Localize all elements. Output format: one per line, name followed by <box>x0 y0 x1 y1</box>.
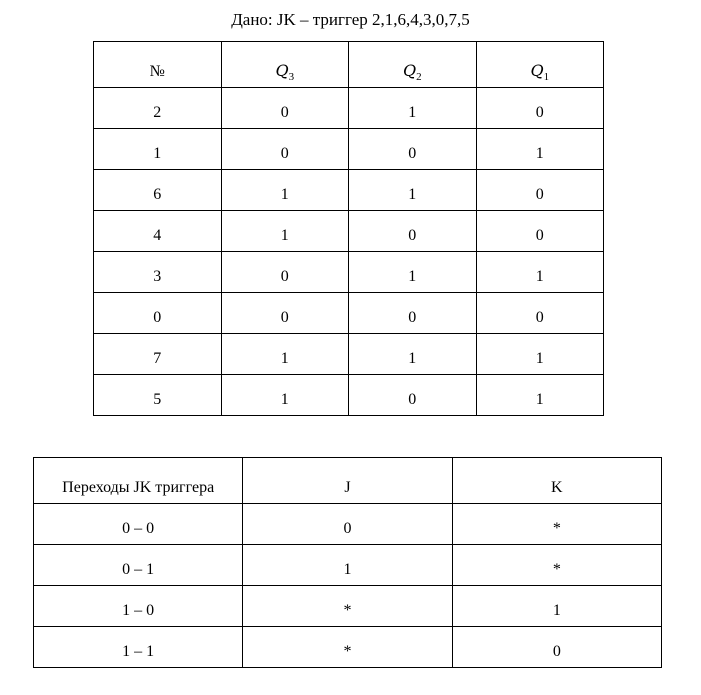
cell-number: 7 <box>94 334 222 375</box>
cell-transition: 0 – 0 <box>34 504 243 545</box>
cell-q1: 0 <box>476 293 604 334</box>
trigger-states-table <box>93 41 604 416</box>
cell-k: * <box>452 545 661 586</box>
cell-number: 5 <box>94 375 222 416</box>
cell-number: 1 <box>94 129 222 170</box>
cell-transition: 0 – 1 <box>34 545 243 586</box>
cell-number: 6 <box>94 170 222 211</box>
header-subscript: 1 <box>543 71 550 84</box>
transitions-table-header-row <box>34 458 662 504</box>
cell-transition: 1 – 1 <box>34 627 243 668</box>
cell-number: 0 <box>94 293 222 334</box>
column-header-number <box>94 42 222 88</box>
table-row <box>94 129 604 170</box>
cell-q3: 0 <box>221 88 349 129</box>
table-row <box>94 293 604 334</box>
cell-j: 1 <box>243 545 452 586</box>
column-header-j: J <box>243 458 452 504</box>
cell-transition: 1 – 0 <box>34 586 243 627</box>
table-row <box>34 504 662 545</box>
cell-k: * <box>452 504 661 545</box>
table-row <box>94 88 604 129</box>
table-row <box>94 252 604 293</box>
cell-q2: 1 <box>349 170 477 211</box>
cell-q3: 1 <box>221 211 349 252</box>
cell-q3: 1 <box>221 375 349 416</box>
page-title: Дано: JK – триггер 2,1,6,4,3,0,7,5 <box>231 10 470 29</box>
cell-q1: 0 <box>476 211 604 252</box>
header-subscript: 3 <box>288 71 295 84</box>
table-row <box>34 545 662 586</box>
cell-k: 1 <box>452 586 661 627</box>
cell-q1: 1 <box>476 129 604 170</box>
cell-q3: 1 <box>221 334 349 375</box>
column-header-q1 <box>476 42 604 88</box>
column-header-q2 <box>349 42 477 88</box>
cell-q3: 0 <box>221 252 349 293</box>
cell-q2: 1 <box>349 88 477 129</box>
cell-q2: 1 <box>349 334 477 375</box>
cell-q1: 1 <box>476 334 604 375</box>
cell-q1: 1 <box>476 375 604 416</box>
cell-number: 3 <box>94 252 222 293</box>
cell-q2: 0 <box>349 129 477 170</box>
table-row <box>34 627 662 668</box>
cell-k: 0 <box>452 627 661 668</box>
cell-q3: 0 <box>221 293 349 334</box>
jk-transitions-table <box>33 457 662 668</box>
header-label: Q <box>275 61 289 80</box>
header-label: № <box>149 63 165 80</box>
header-label: Q <box>402 61 417 80</box>
cell-q2: 1 <box>349 252 477 293</box>
cell-j: * <box>243 586 452 627</box>
cell-q3: 0 <box>221 129 349 170</box>
column-header-k: K <box>452 458 661 504</box>
header-subscript: 2 <box>416 71 422 84</box>
cell-q1: 1 <box>476 252 604 293</box>
column-header-transitions: Переходы JK триггера <box>34 458 243 504</box>
cell-number: 4 <box>94 211 222 252</box>
cell-q2: 0 <box>349 293 477 334</box>
trigger-table-header-row <box>94 42 604 88</box>
cell-number: 2 <box>94 88 222 129</box>
table-row <box>34 586 662 627</box>
table-row <box>94 334 604 375</box>
header-label: Q <box>530 61 544 80</box>
cell-j: 0 <box>243 504 452 545</box>
table-row <box>94 375 604 416</box>
cell-q1: 0 <box>476 170 604 211</box>
column-header-q3 <box>221 42 349 88</box>
cell-q1: 0 <box>476 88 604 129</box>
cell-q2: 0 <box>349 211 477 252</box>
table-row <box>94 211 604 252</box>
cell-j: * <box>243 627 452 668</box>
table-row <box>94 170 604 211</box>
cell-q3: 1 <box>221 170 349 211</box>
cell-q2: 0 <box>349 375 477 416</box>
